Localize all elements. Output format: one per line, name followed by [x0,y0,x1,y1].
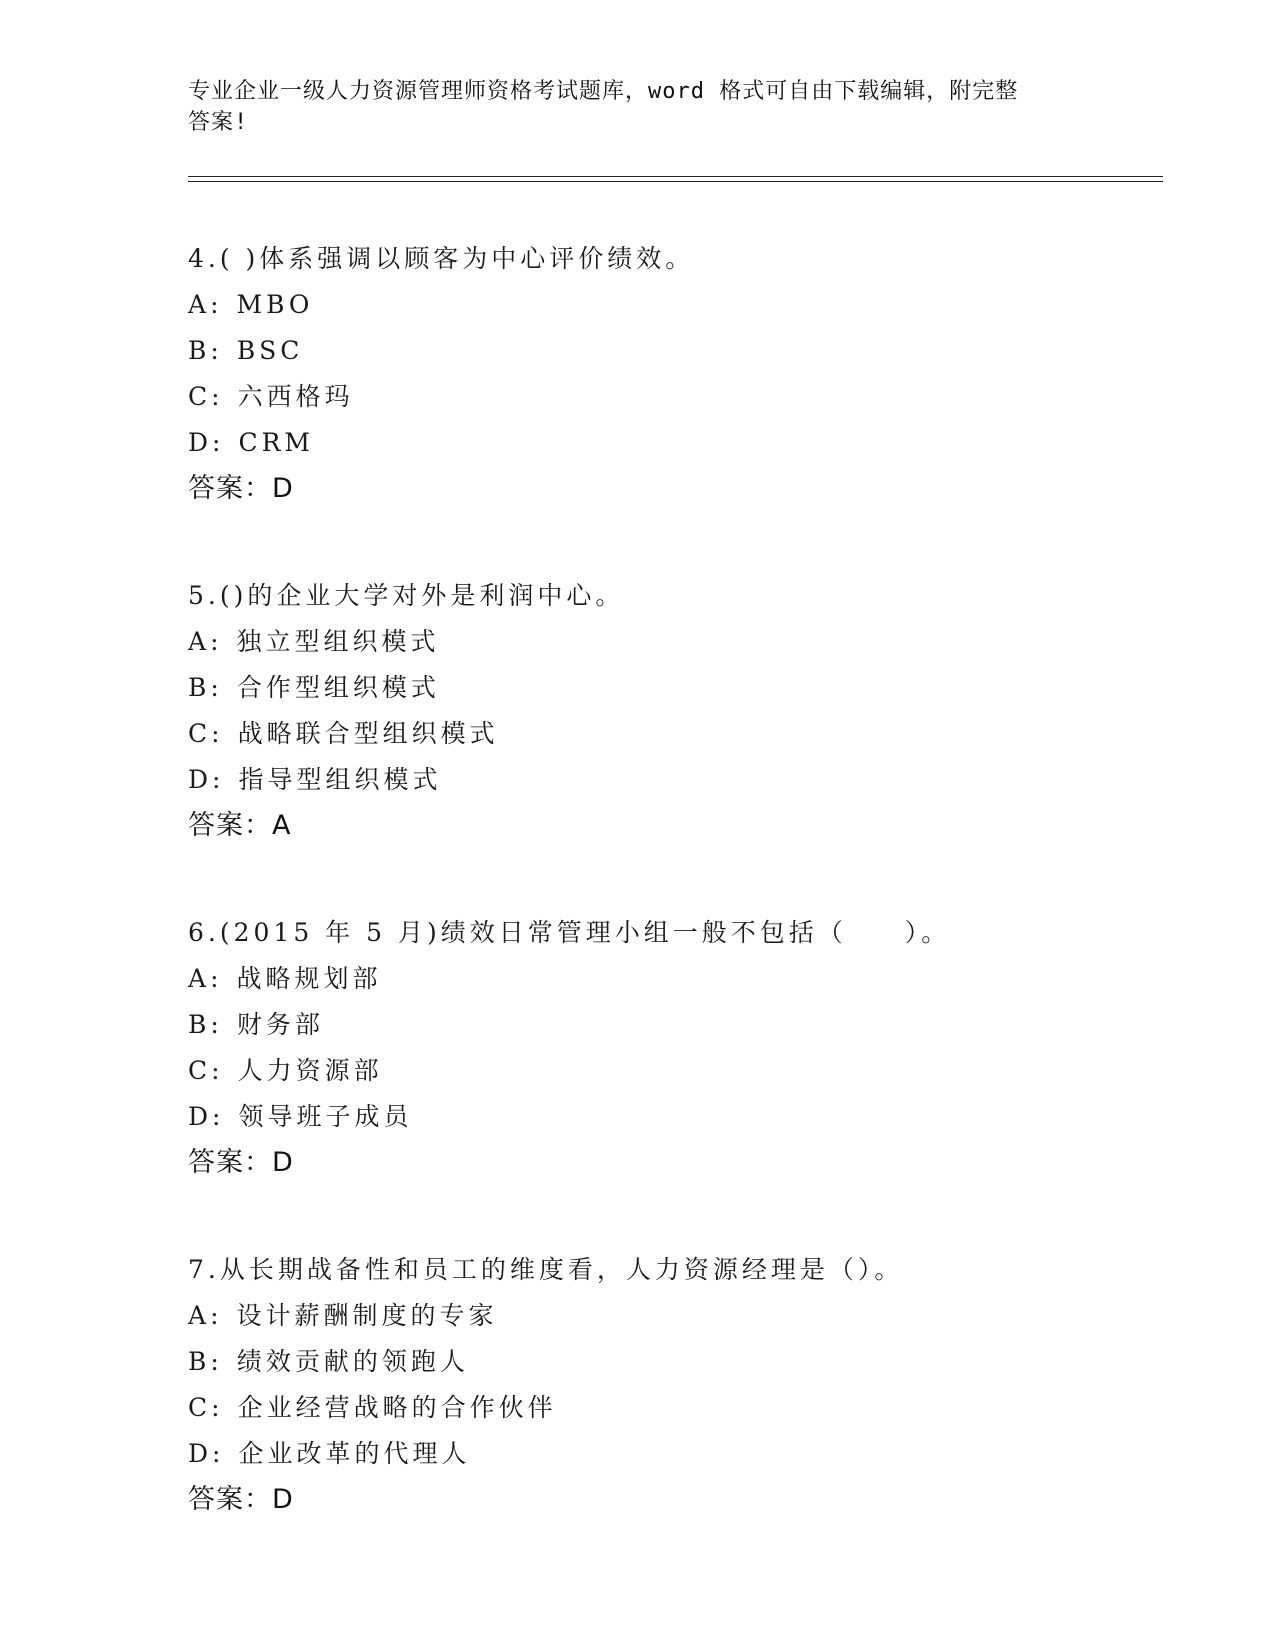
answer-value: D [272,473,294,504]
option-d [188,1094,1168,1140]
option-separator: : [210,1010,223,1039]
option-separator: : [210,673,223,702]
option-text: 企业改革的代理人 [238,1439,471,1468]
answer-value: A [272,810,292,841]
answer-label: 答案： [188,1484,272,1515]
option-separator: : [210,627,223,656]
answer-value: D [272,1484,294,1515]
question-list [188,236,1168,1584]
option-a [188,956,1168,1002]
option-text: 战略联合型组织模式 [237,719,499,748]
option-separator: : [210,1347,223,1376]
option-separator: : [212,428,225,457]
option-d [188,757,1168,803]
option-separator: : [212,1439,225,1468]
option-letter: D [188,765,213,794]
option-letter: B [188,336,211,365]
option-text: 企业经营战略的合作伙伴 [237,1393,557,1422]
option-letter: C [188,1393,212,1422]
answer [188,1140,1168,1186]
option-d [188,1431,1168,1477]
option-text: 战略规划部 [236,964,382,993]
option-letter: D [188,1102,213,1131]
option-text: MBO [236,290,314,319]
option-text: 人力资源部 [237,1056,383,1085]
question-stem: 6.(2015 年 5 月)绩效日常管理小组一般不包括（ ）。 [188,918,951,947]
option-text: CRM [238,428,315,457]
option-b [188,665,1168,711]
option-separator: : [210,336,223,365]
option-a [188,619,1168,665]
option-letter: D [188,1439,213,1468]
option-text: BSC [236,336,304,365]
option-b [188,1002,1168,1048]
answer [188,803,1168,849]
question-6 [188,910,1168,1186]
answer-label: 答案： [188,473,272,504]
option-separator: : [211,719,224,748]
header-divider-top [188,176,1163,177]
option-text: 领导班子成员 [238,1102,413,1131]
option-separator: : [211,382,224,411]
header-line-1: 专业企业一级人力资源管理师资格考试题库，word 格式可自由下载编辑，附完整 [188,79,1019,104]
option-letter: A [188,627,211,656]
header-divider-bottom [188,181,1163,182]
option-letter: D [188,428,213,457]
answer-label: 答案： [188,1147,272,1178]
option-separator: : [211,1393,224,1422]
question-7 [188,1247,1168,1523]
option-text: 财务部 [236,1010,324,1039]
document-header [188,76,1088,138]
option-letter: B [188,1010,211,1039]
option-text: 指导型组织模式 [238,765,442,794]
option-text: 设计薪酬制度的专家 [236,1301,498,1330]
option-letter: A [188,290,211,319]
answer-label: 答案： [188,810,272,841]
question-5 [188,573,1168,849]
option-b [188,328,1168,374]
option-c [188,374,1168,420]
question-4 [188,236,1168,512]
option-letter: C [188,719,212,748]
option-d [188,420,1168,466]
option-text: 合作型组织模式 [236,673,440,702]
answer [188,466,1168,512]
option-separator: : [211,1056,224,1085]
header-line-2: 答案! [188,110,249,135]
question-stem: 4.( )体系强调以顾客为中心评价绩效。 [188,244,695,273]
option-b [188,1339,1168,1385]
option-letter: C [188,382,212,411]
option-letter: A [188,964,211,993]
option-separator: : [212,1102,225,1131]
option-separator: : [212,765,225,794]
option-separator: : [210,290,223,319]
option-separator: : [210,1301,223,1330]
option-letter: C [188,1056,212,1085]
option-c [188,711,1168,757]
option-text: 绩效贡献的领跑人 [236,1347,469,1376]
question-stem: 5.()的企业大学对外是利润中心。 [188,581,625,610]
option-text: 独立型组织模式 [236,627,440,656]
option-letter: B [188,673,211,702]
option-letter: A [188,1301,211,1330]
option-c [188,1048,1168,1094]
option-letter: B [188,1347,211,1376]
question-stem: 7.从长期战备性和员工的维度看，人力资源经理是（）。 [188,1255,904,1284]
option-c [188,1385,1168,1431]
option-separator: : [210,964,223,993]
option-text: 六西格玛 [237,382,354,411]
answer-value: D [272,1147,294,1178]
answer [188,1477,1168,1523]
option-a [188,282,1168,328]
option-a [188,1293,1168,1339]
